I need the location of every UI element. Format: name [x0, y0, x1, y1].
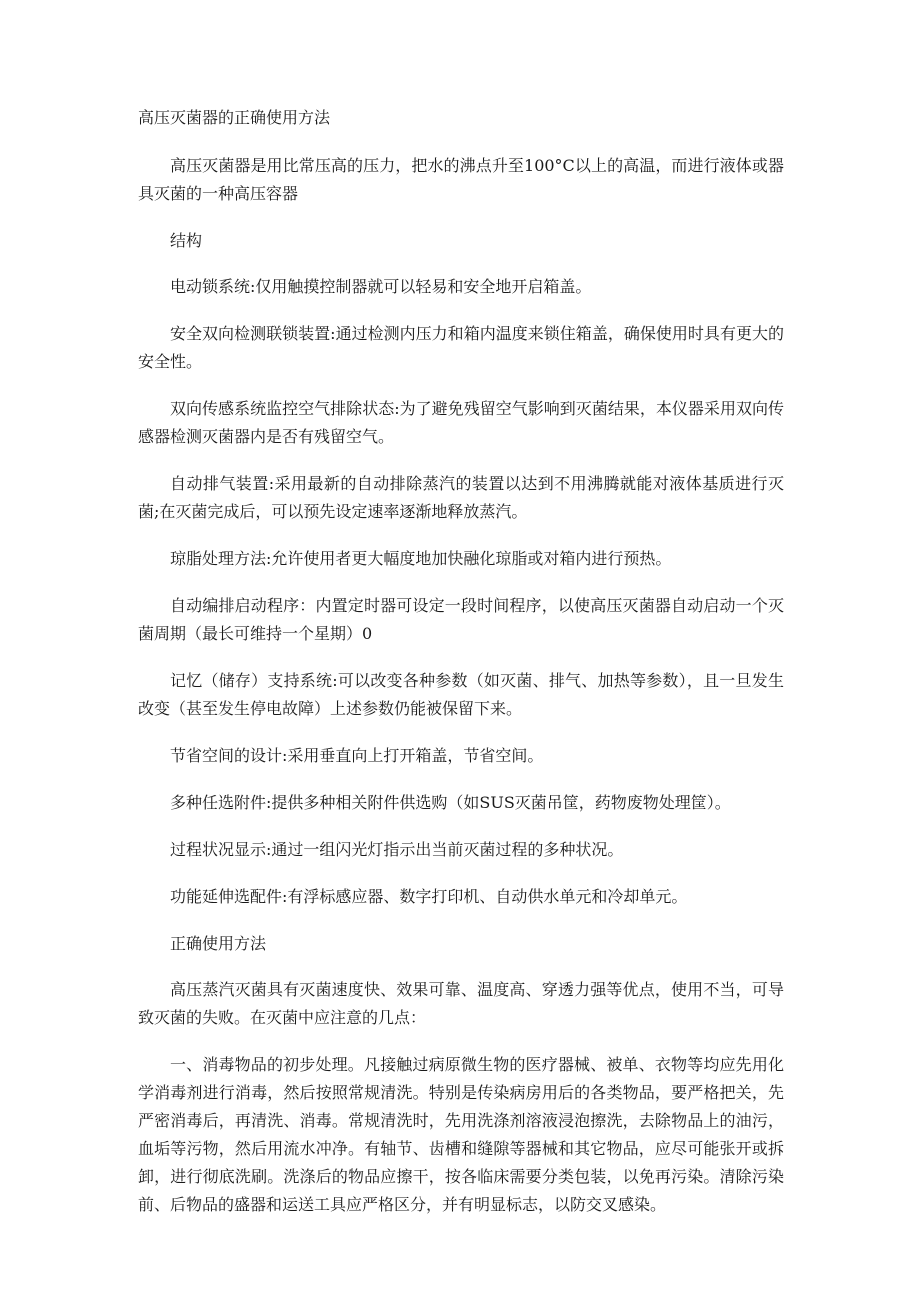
- section-heading-usage: 正确使用方法: [170, 934, 267, 953]
- paragraph-definition: 高压灭菌器是用比常压高的压力，把水的沸点升至100°C以上的高温，而进行液体或器具灭菌的一种高压容器: [138, 156, 784, 203]
- paragraph-memory-system: 记忆（储存）支持系统:可以改变各种参数（如灭菌、排气、加热等参数），且一旦发生改变（甚至发生停电故障）上述参数仍能被保留下来。: [138, 671, 784, 718]
- document-page: [138, 104, 784, 1238]
- section-heading-structure: 结构: [170, 231, 203, 250]
- paragraph-extension-options: 功能延伸选配件:有浮标感应器、数字打印机、自动供水单元和冷却单元。: [170, 887, 688, 906]
- paragraph-step-one: 一、消毒物品的初步处理。凡接触过病原微生物的医疗器械、被单、衣物等均应先用化学消毒剂进行消毒，然后按照常规清洗。特别是传染病房用后的各类物品，要严格把关，先严密消毒后，再清洗、消毒。常规清洗时，先用洗涤剂溶液浸泡擦洗，去除物品上的油污，血垢等污物，然后用流水冲净。有轴节、齿槽和缝隙等器械和其它物品，应尽可能张开或拆卸，进行彻底洗刷。洗涤后的物品应擦干，按各临床需要分类包装，以免再污染。清除污染前、后物品的盛器和运送工具应严格区分，并有明显标志，以防交叉感染。: [138, 1055, 784, 1214]
- paragraph-auto-start: 自动编排启动程序：内置定时器可设定一段时间程序，以使高压灭菌器自动启动一个灭菌周期（最长可维持一个星期）0: [138, 596, 784, 643]
- paragraph-space-saving: 节省空间的设计:采用垂直向上打开箱盖，节省空间。: [170, 746, 544, 765]
- paragraph-usage-intro: 高压蒸汽灭菌具有灭菌速度快、效果可靠、温度高、穿透力强等优点，使用不当，可导致灭菌的失败。在灭菌中应注意的几点：: [138, 980, 784, 1027]
- paragraph-optional-accessories: 多种任选附件:提供多种相关附件供选购（如SUS灭菌吊筐，药物废物处理筐）。: [170, 793, 731, 812]
- paragraph-electric-lock: 电动锁系统:仅用触摸控制器就可以轻易和安全地开启箱盖。: [170, 277, 592, 296]
- paragraph-auto-exhaust: 自动排气装置:采用最新的自动排除蒸汽的装置以达到不用沸腾就能对液体基质进行灭菌;在灭菌完成后，可以预先设定速率逐渐地释放蒸汽。: [138, 474, 784, 521]
- document-title: 高压灭菌器的正确使用方法: [138, 108, 331, 127]
- paragraph-safety-interlock: 安全双向检测联锁装置:通过检测内压力和箱内温度来锁住箱盖，确保使用时具有更大的安全性。: [138, 324, 784, 371]
- paragraph-status-display: 过程状况显示:通过一组闪光灯指示出当前灭菌过程的多种状况。: [170, 840, 624, 859]
- paragraph-agar-processing: 琼脂处理方法:允许使用者更大幅度地加快融化琼脂或对箱内进行预热。: [170, 549, 672, 568]
- paragraph-air-sensing: 双向传感系统监控空气排除状态:为了避免残留空气影响到灭菌结果，本仪器采用双向传感器检测灭菌器内是否有残留空气。: [138, 399, 784, 446]
